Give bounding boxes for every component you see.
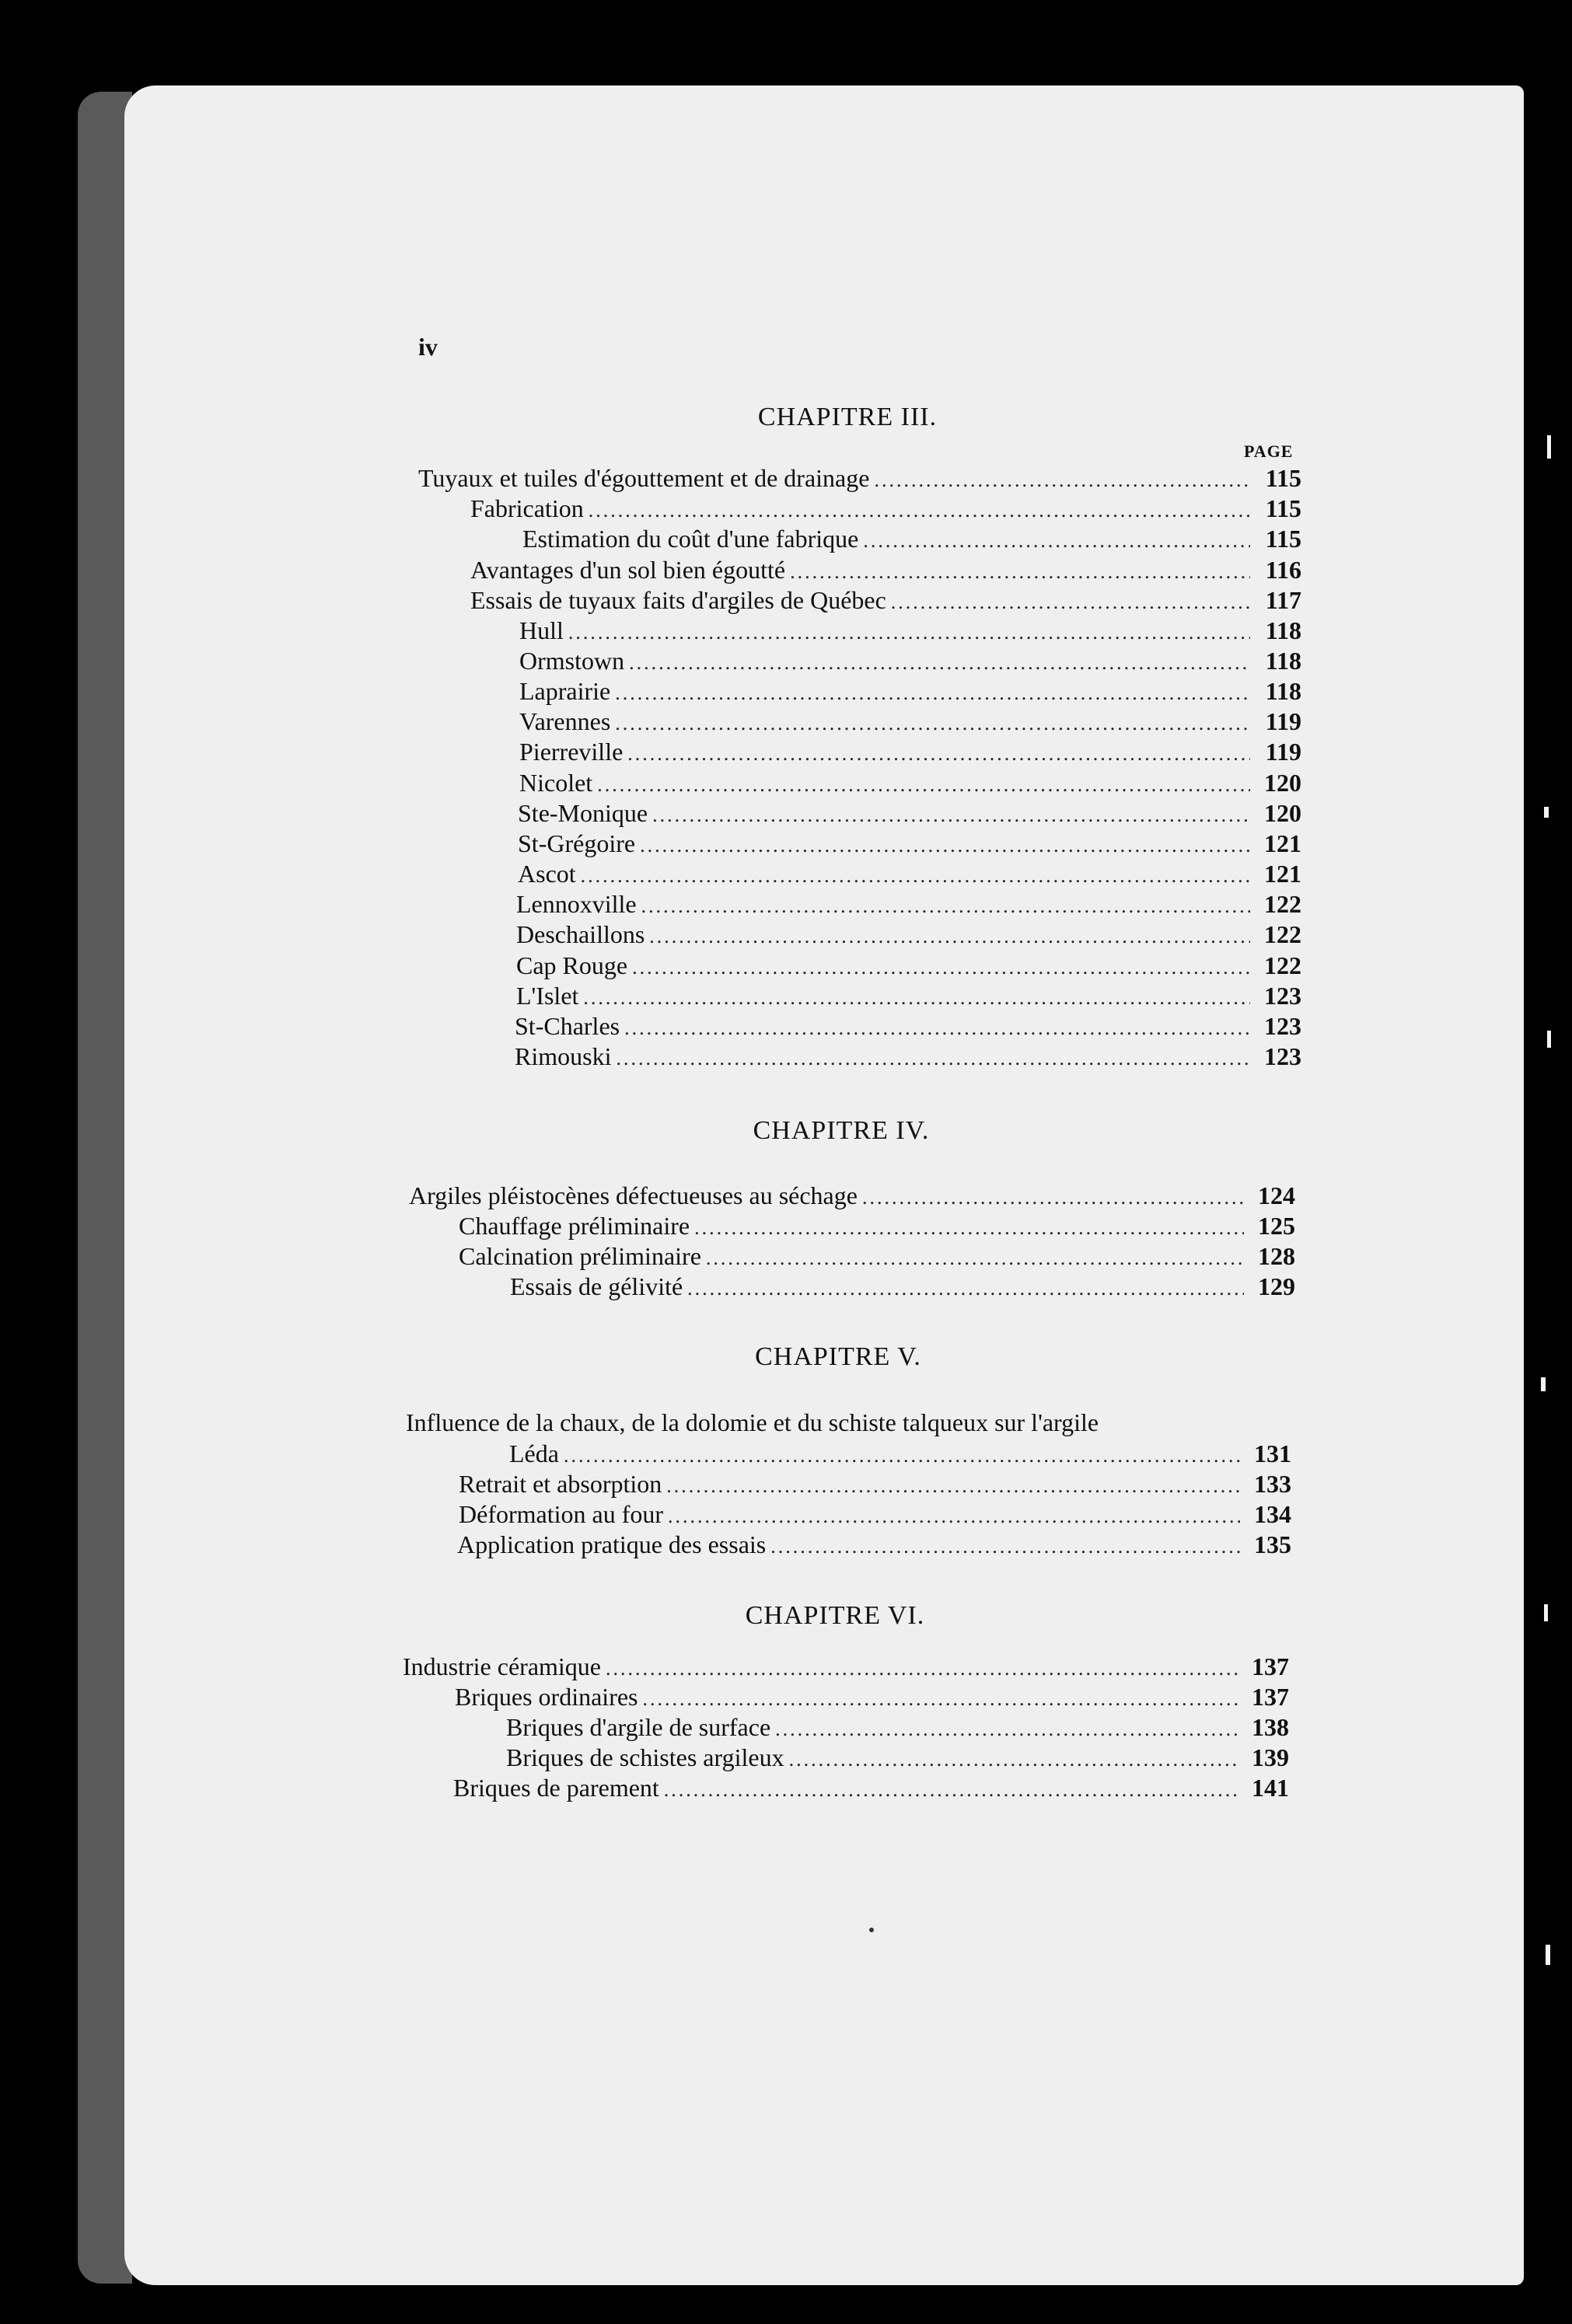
toc-entry-label: Deschaillons [516,920,645,948]
toc-entry-page: 116 [1265,556,1301,584]
toc-entry-page: 119 [1265,738,1301,766]
dot-leader [862,1182,1244,1213]
dot-leader [583,982,1250,1014]
dot-leader [687,1273,1244,1304]
dot-leader [627,738,1250,769]
toc-entry-page: 122 [1264,890,1301,918]
toc-entry-page: 120 [1264,799,1301,827]
toc-entry-label: Industrie céramique [403,1652,601,1680]
dot-leader [666,1471,1240,1502]
dot-leader [581,860,1250,892]
toc-entry-label: L'Islet [516,982,579,1010]
toc-entry-page: 131 [1254,1439,1291,1467]
dot-leader [597,769,1250,801]
toc-entry-page: 135 [1254,1530,1291,1558]
chapter-heading: CHAPITRE V. [755,1342,921,1371]
toc-entry-label: Briques ordinaires [455,1683,638,1711]
toc-entry-page: 115 [1265,464,1301,492]
dot-leader [615,708,1250,739]
toc-entry-label: Avantages d'un sol bien égoutté [470,556,786,584]
toc-entry [518,797,1301,829]
dot-leader [790,557,1250,588]
toc-entry-page: 115 [1265,494,1301,522]
toc-entry [510,1271,1295,1302]
toc-entry-label: Tuyaux et tuiles d'égouttement et de drainage [418,464,870,492]
toc-entry [457,1529,1291,1560]
toc-entry [470,554,1301,585]
toc-entry [515,1041,1301,1072]
scan-speck [1546,1945,1550,1965]
toc-entry-page: 138 [1252,1713,1289,1741]
dot-leader [664,1774,1238,1806]
dot-leader [789,1744,1238,1775]
toc-entry-label: Estimation du coût d'une fabrique [522,525,859,553]
toc-entry-page: 137 [1252,1652,1289,1680]
scan-speck [1541,1377,1546,1391]
dot-leader [606,1653,1238,1684]
dot-leader [649,921,1250,952]
toc-entry-label: Ascot [518,860,576,888]
toc-entry-label: Hull [519,616,564,644]
toc-entry-page: 121 [1264,829,1301,857]
toc-entry-page: 121 [1264,860,1301,888]
dot-leader [641,891,1250,922]
toc-entry-page: 115 [1265,525,1301,553]
toc-entry-page: 137 [1252,1683,1289,1711]
dot-leader [652,800,1250,831]
toc-entry-page: 141 [1252,1774,1289,1802]
toc-entry [459,1468,1291,1499]
toc-entry-label: Ste-Monique [518,799,648,827]
toc-entry-label: Ormstown [519,647,625,675]
toc-entry-label: Déformation au four [459,1500,664,1528]
dot-leader [632,952,1250,983]
chapter-heading: CHAPITRE VI. [745,1601,925,1630]
toc-entry [509,1438,1291,1469]
toc-entry [518,828,1301,859]
toc-entry-label: Fabrication [470,494,584,522]
dot-leader [564,1440,1240,1471]
scan-speck [1544,1604,1548,1621]
toc-entry [453,1772,1289,1803]
dot-leader [668,1501,1240,1532]
toc-entry-label: Retrait et absorption [459,1470,662,1498]
dot-leader [615,678,1250,709]
toc-entry [470,493,1301,524]
toc-entry-label: Essais de tuyaux faits d'argiles de Québec [470,586,886,614]
toc-entry-label: Argiles pléistocènes défectueuses au séchage [409,1181,858,1209]
toc-entry-page: 118 [1265,647,1301,675]
toc-entry-label: Cap Rouge [516,951,628,979]
scan-speck [1544,807,1549,818]
dot-leader [629,647,1250,679]
dot-leader [770,1531,1240,1562]
scan-speck [1547,435,1551,459]
toc-entry [516,888,1301,919]
toc-entry [455,1681,1289,1712]
toc-entry-page: 125 [1258,1212,1295,1240]
toc-entry-page: 128 [1258,1242,1295,1270]
toc-entry-label: Briques de schistes argileux [506,1743,784,1771]
dot-leader [568,617,1250,648]
chapter-heading: CHAPITRE III. [757,403,938,431]
toc-entry [519,736,1301,767]
page-number: iv [418,333,438,361]
toc-entry [519,675,1301,707]
toc-entry-label: Laprairie [519,677,611,705]
toc-entry-page: 122 [1264,951,1301,979]
toc-entry [519,767,1301,798]
dot-leader [624,1013,1250,1044]
toc-entry-label: Calcination préliminaire [459,1242,701,1270]
dot-leader [694,1213,1244,1244]
dot-leader [643,1684,1238,1715]
toc-entry [519,615,1301,646]
dot-leader [616,1043,1250,1074]
toc-entry [418,462,1301,494]
dot-leader [706,1243,1244,1274]
toc-entry-label: St-Grégoire [518,829,636,857]
page-column-label: PAGE [1244,441,1294,461]
toc-entry-label: Briques d'argile de surface [506,1713,771,1741]
toc-entry [516,950,1301,981]
toc-entry-label: Essais de gélivité [510,1272,683,1300]
dot-leader [874,465,1250,496]
chapter-heading: CHAPITRE IV. [753,1116,930,1145]
toc-entry-page: 139 [1252,1743,1289,1771]
toc-entry-page: 118 [1265,616,1301,644]
scan-speck [869,1928,874,1932]
toc-entry-page: 124 [1258,1181,1295,1209]
toc-entry [506,1712,1289,1743]
toc-entry-label: Rimouski [515,1042,612,1070]
toc-entry-page: 123 [1264,1042,1301,1070]
toc-entry [506,1742,1289,1773]
toc-entry-page: 123 [1264,982,1301,1010]
toc-entry [409,1180,1295,1211]
toc-entry-page: 117 [1265,586,1301,614]
toc-entry-page: 129 [1258,1272,1295,1300]
toc-entry [519,645,1301,676]
toc-entry-page: 133 [1254,1470,1291,1498]
toc-entry-label: Varennes [519,707,611,735]
toc-entry-page: 134 [1254,1500,1291,1528]
toc-entry [459,1210,1295,1241]
toc-entry [516,919,1301,950]
dot-leader [775,1714,1238,1745]
toc-entry-continuation: Léda [509,1439,559,1467]
toc-entry-label: Lennoxville [516,890,637,918]
toc-entry [515,1010,1301,1042]
toc-entry-label: St-Charles [515,1012,620,1040]
toc-entry [519,706,1301,737]
toc-entry [522,523,1301,554]
toc-entry-label: Influence de la chaux, de la dolomie et du schiste talqueux sur l'argile [406,1408,1099,1436]
dot-leader [863,525,1250,557]
toc-entry-page: 118 [1265,677,1301,705]
toc-entry [518,858,1301,889]
toc-entry-page: 122 [1264,920,1301,948]
toc-entry-label: Pierreville [519,738,624,766]
toc-entry-label: Nicolet [519,769,593,797]
toc-entry-label: Chauffage préliminaire [459,1212,690,1240]
toc-entry-page: 120 [1264,769,1301,797]
toc-entry [470,584,1301,616]
toc-entry [459,1241,1295,1272]
toc-entry [403,1651,1289,1682]
toc-entry-label: Application pratique des essais [457,1530,767,1558]
dot-leader [589,495,1250,526]
toc-entry [516,980,1301,1011]
toc-entry [459,1499,1291,1530]
toc-entry-page: 119 [1265,707,1301,735]
scan-speck [1547,1031,1551,1048]
toc-entry-label: Briques de parement [453,1774,659,1802]
toc-entry-page: 123 [1264,1012,1301,1040]
dot-leader [640,830,1250,861]
dot-leader [891,587,1250,618]
